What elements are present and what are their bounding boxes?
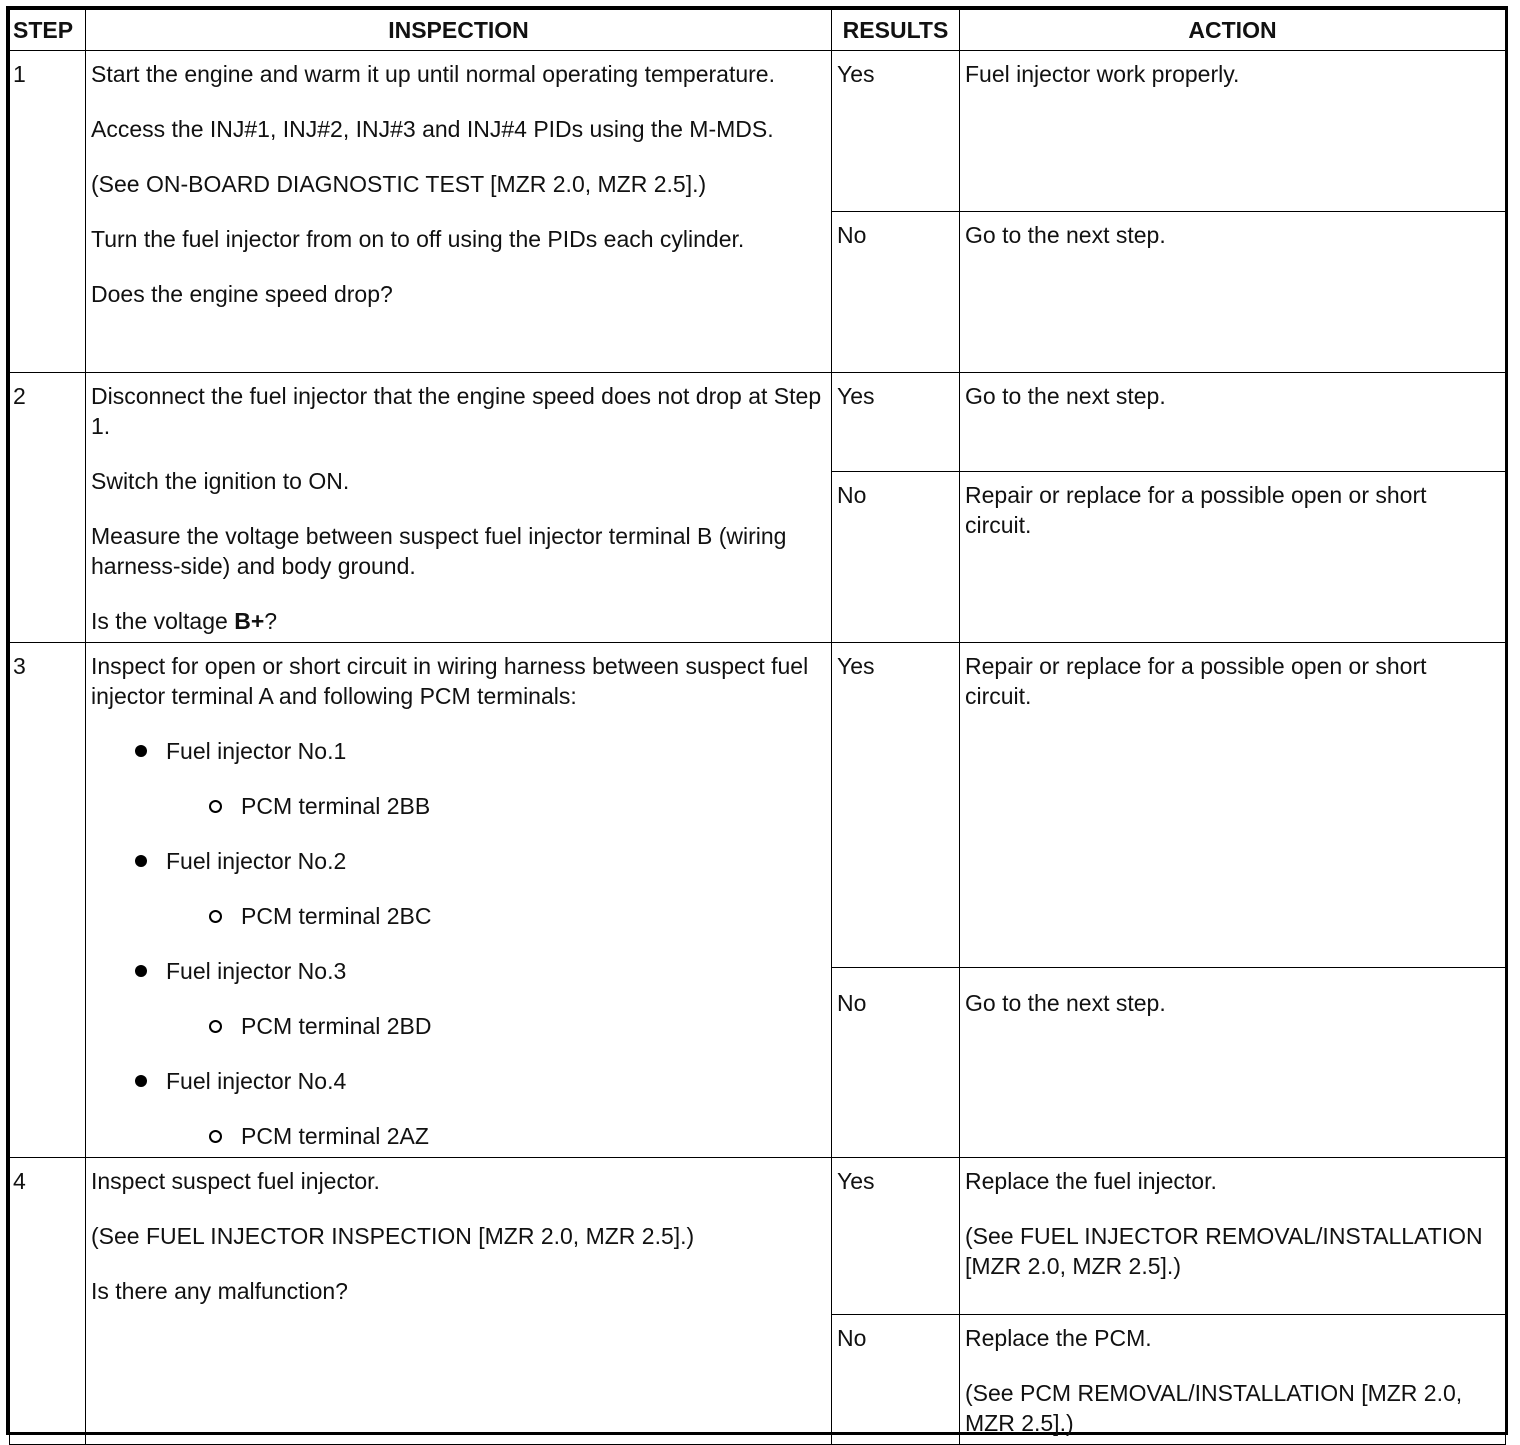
list-item: PCM terminal 2BB xyxy=(91,791,825,821)
list-item: Fuel injector No.4 xyxy=(91,1066,825,1096)
inspection-text: Switch the ignition to ON. xyxy=(91,468,350,494)
step-1-number: 1 xyxy=(10,51,86,373)
inspection-text: Start the engine and warm it up until normal operating temperature. xyxy=(91,61,775,87)
inspection-question: Is there any malfunction? xyxy=(91,1278,348,1304)
inspection-text: Measure the voltage between suspect fuel injector terminal B (wiring harness-side) and body ground. xyxy=(91,523,787,579)
inspection-question: Does the engine speed drop? xyxy=(91,281,393,307)
step-3-action-yes: Repair or replace for a possible open or short circuit. xyxy=(960,643,1506,968)
step-3-inspection xyxy=(86,643,832,1158)
step-2-result-no: No xyxy=(832,472,960,643)
inspection-text: Access the INJ#1, INJ#2, INJ#3 and INJ#4 PIDs using the M-MDS. xyxy=(91,116,774,142)
step-4-result-yes: Yes xyxy=(832,1158,960,1315)
step-1-inspection xyxy=(86,51,832,373)
list-item: PCM terminal 2BD xyxy=(91,1011,825,1041)
step-2-number: 2 xyxy=(10,373,86,643)
table-row-step-3-yes xyxy=(10,643,1506,968)
header-action: ACTION xyxy=(960,10,1506,51)
step-1-result-yes: Yes xyxy=(832,51,960,212)
step-2-inspection xyxy=(86,373,832,643)
step-4-action-yes xyxy=(960,1158,1506,1315)
header-inspection: INSPECTION xyxy=(86,10,832,51)
action-text: Replace the fuel injector. xyxy=(965,1168,1217,1194)
action-reference: (See FUEL INJECTOR REMOVAL/INSTALLATION [MZR 2.0, MZR 2.5].) xyxy=(965,1223,1483,1279)
table-row-step-2-yes xyxy=(10,373,1506,472)
step-4-inspection xyxy=(86,1158,832,1445)
step-1-action-no: Go to the next step. xyxy=(960,212,1506,373)
inspection-text: Disconnect the fuel injector that the engine speed does not drop at Step 1. xyxy=(91,383,822,439)
diagnostic-table xyxy=(9,9,1506,1445)
step-2-result-yes: Yes xyxy=(832,373,960,472)
step-3-result-yes: Yes xyxy=(832,643,960,968)
step-4-number: 4 xyxy=(10,1158,86,1445)
header-row xyxy=(10,10,1506,51)
list-item: PCM terminal 2BC xyxy=(91,901,825,931)
step-4-result-no: No xyxy=(832,1315,960,1445)
step-2-action-yes: Go to the next step. xyxy=(960,373,1506,472)
step-1-result-no: No xyxy=(832,212,960,373)
inspection-reference: (See ON-BOARD DIAGNOSTIC TEST [MZR 2.0, MZR 2.5].) xyxy=(91,171,707,197)
step-2-action-no: Repair or replace for a possible open or short circuit. xyxy=(960,472,1506,643)
inspection-reference: (See FUEL INJECTOR INSPECTION [MZR 2.0, MZR 2.5].) xyxy=(91,1223,695,1249)
step-1-action-yes: Fuel injector work properly. xyxy=(960,51,1506,212)
inspection-text: Turn the fuel injector from on to off using the PIDs each cylinder. xyxy=(91,226,745,252)
list-item: Fuel injector No.2 xyxy=(91,846,825,876)
inspection-text: Inspect for open or short circuit in wiring harness between suspect fuel injector terminal A and following PCM terminals: xyxy=(91,653,809,709)
step-3-action-no: Go to the next step. xyxy=(960,967,1506,1157)
list-item: Fuel injector No.1 xyxy=(91,736,825,766)
step-3-result-no: No xyxy=(832,967,960,1157)
table-row-step-1-yes xyxy=(10,51,1506,212)
list-item: PCM terminal 2AZ xyxy=(91,1121,825,1151)
step-3-number: 3 xyxy=(10,643,86,1158)
action-text: Replace the PCM. xyxy=(965,1325,1152,1351)
inspection-text: Inspect suspect fuel injector. xyxy=(91,1168,380,1194)
header-results: RESULTS xyxy=(832,10,960,51)
table-row-step-4-yes xyxy=(10,1158,1506,1315)
header-step: STEP xyxy=(10,10,86,51)
step-4-action-no xyxy=(960,1315,1506,1445)
diagnostic-table-frame xyxy=(6,6,1508,1435)
action-reference: (See PCM REMOVAL/INSTALLATION [MZR 2.0, MZR 2.5].) xyxy=(965,1380,1463,1436)
inspection-question: Is the voltage B+? xyxy=(91,608,278,634)
list-item: Fuel injector No.3 xyxy=(91,956,825,986)
